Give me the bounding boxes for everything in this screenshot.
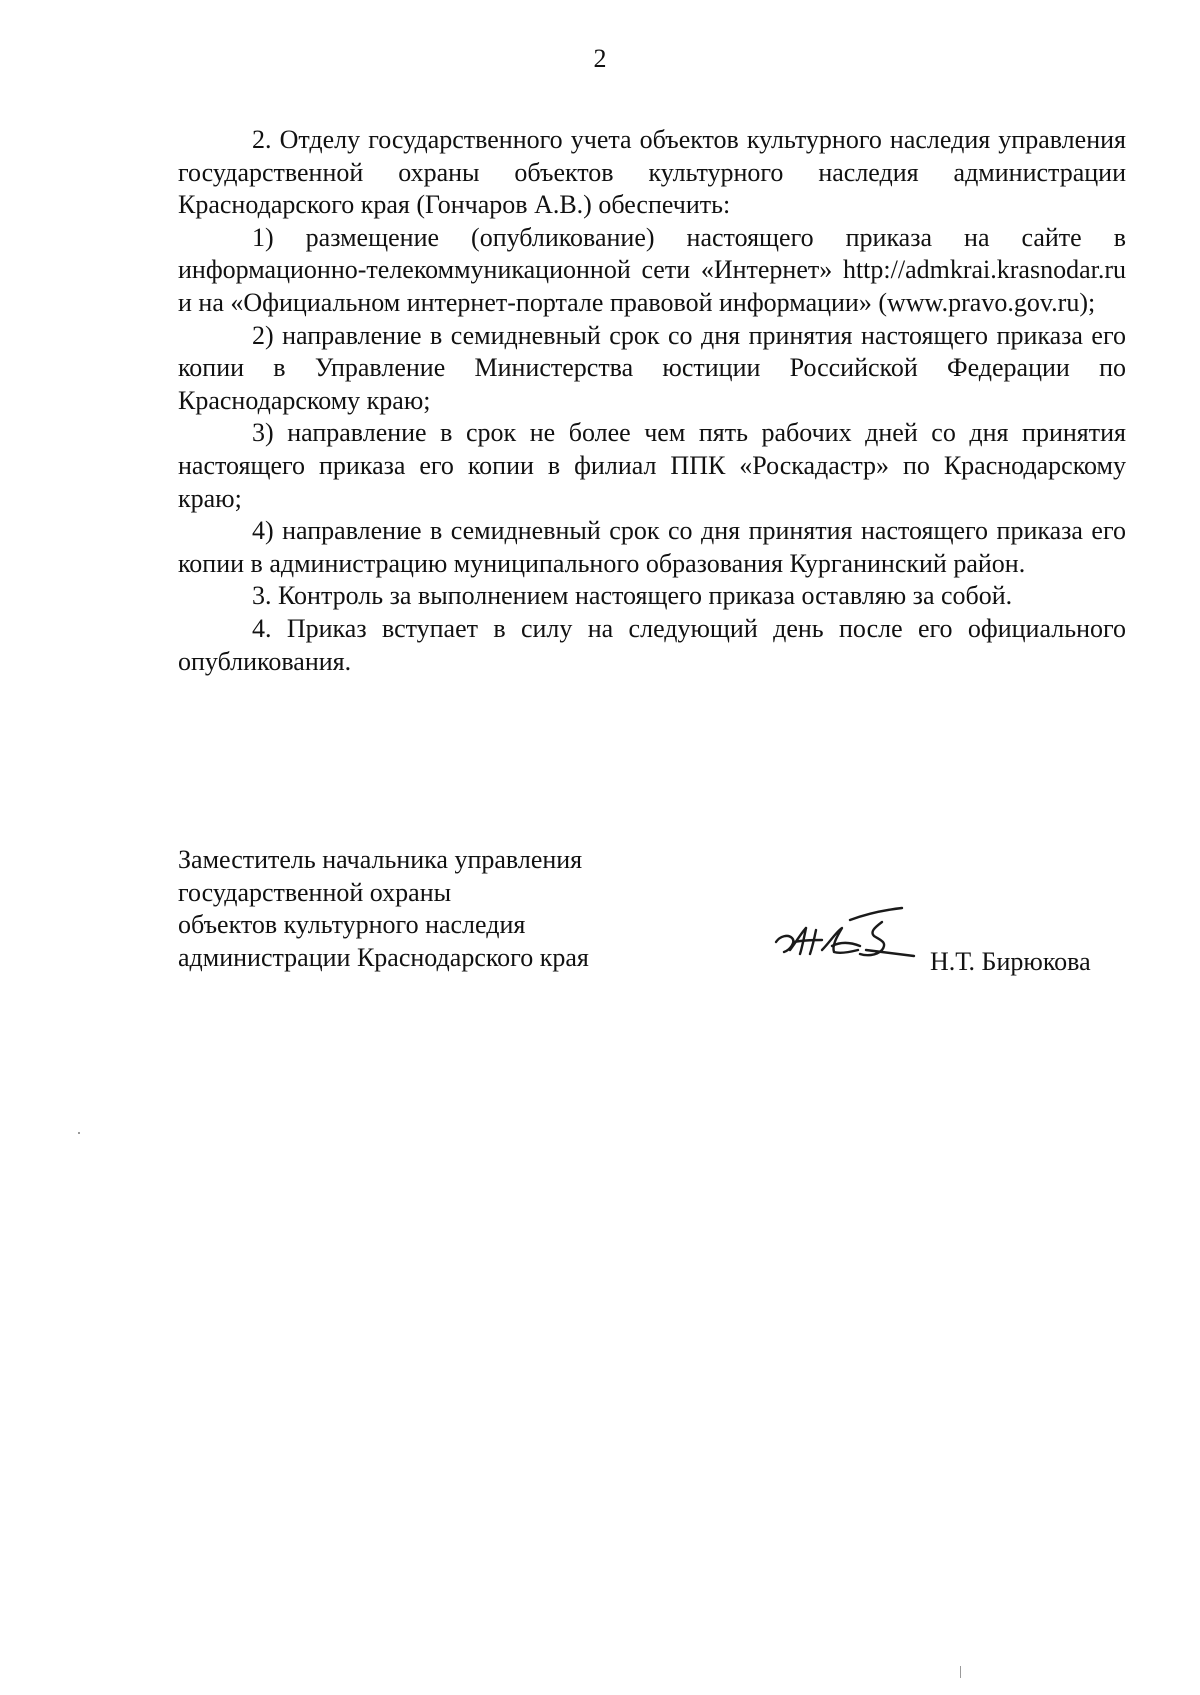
- signatory-title-line: государственной охраны: [178, 877, 452, 907]
- paragraph-subitem-3: 3) направление в срок не более чем пять рабочих дней со дня принятия настоящего приказа его копии в филиал ППК «Роскадастр» по Краснодарскому краю;: [178, 418, 1126, 513]
- signatory-title-line: Заместитель начальника управления: [178, 845, 583, 874]
- signature-block: [178, 844, 1138, 1004]
- document-body: [178, 124, 1126, 678]
- signatory-name: Н.Т. Бирюкова: [930, 947, 1091, 976]
- handwritten-signature: [770, 902, 920, 960]
- page-number: 2: [593, 44, 607, 73]
- scan-artifact: [78, 1132, 80, 1134]
- paragraph-subitem-1: 1) размещение (опубликование) настоящего приказа на сайте в информационно-телекоммуникационной сети «Интернет» http://admkrai.krasnodar.ru и на «Официальном интернет-портале правовой информации» (www.pravo.gov.ru);: [178, 222, 1126, 317]
- paragraph-item-2: 2. Отделу государственного учета объектов культурного наследия управления государственной охраны объектов культурного наследия администрации Краснодарского края (Гончаров А.В.) обеспечить:: [178, 125, 1126, 220]
- signatory-title: [178, 844, 738, 974]
- paragraph-subitem-2: 2) направление в семидневный срок со дня принятия настоящего приказа его копии в Управление Министерства юстиции Российской Федерации по Краснодарскому краю;: [178, 320, 1126, 415]
- signatory-title-line: объектов культурного наследия: [178, 910, 526, 940]
- paragraph-subitem-4: 4) направление в семидневный срок со дня принятия настоящего приказа его копии в администрацию муниципального образования Курганинский район.: [178, 516, 1126, 578]
- paragraph-item-3: 3. Контроль за выполнением настоящего приказа оставляю за собой.: [252, 581, 1013, 611]
- scan-artifact: [960, 1666, 961, 1678]
- paragraph-item-4: 4. Приказ вступает в силу на следующий день после его официального опубликования.: [178, 613, 1126, 676]
- signatory-title-line: администрации Краснодарского края: [178, 942, 589, 972]
